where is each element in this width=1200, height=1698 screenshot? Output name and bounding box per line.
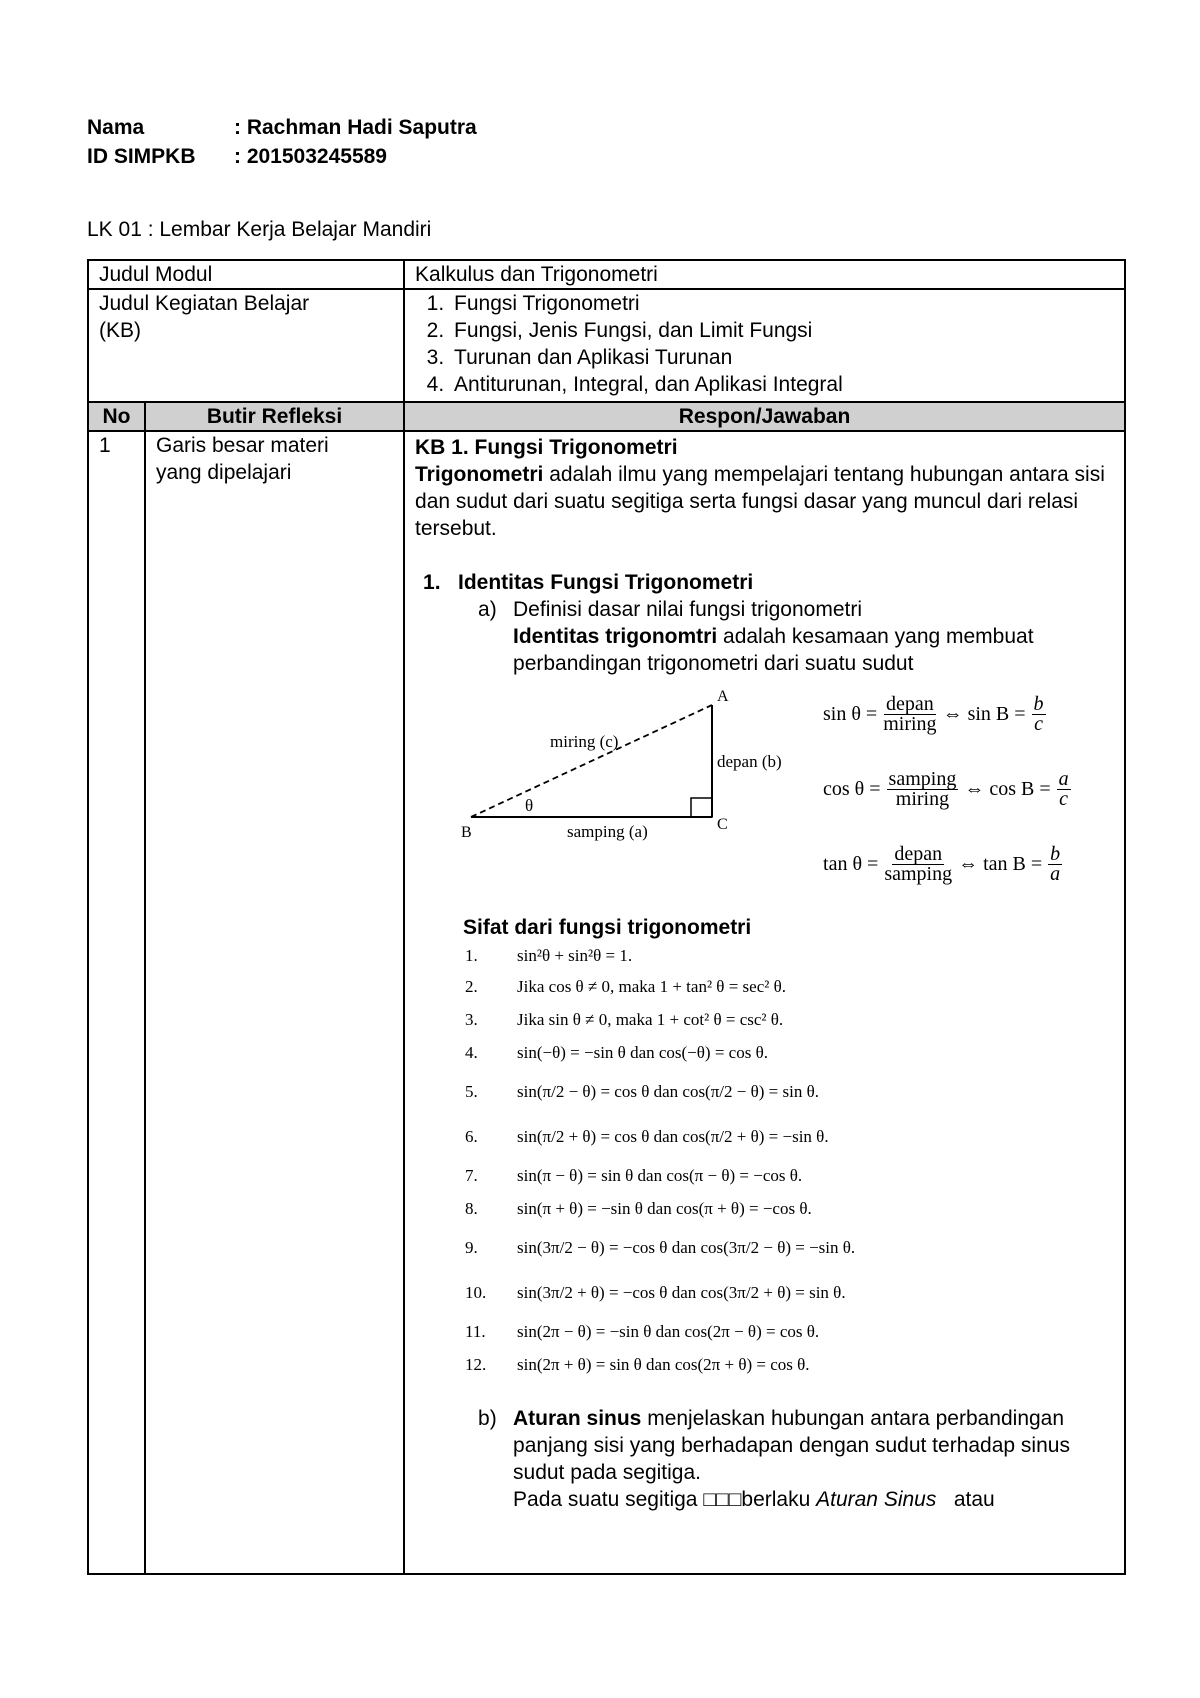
sifat-item xyxy=(465,1036,1114,1069)
sifat-formula: sin²θ + sin²θ = 1. xyxy=(517,946,633,965)
fraction-num: b xyxy=(1050,843,1061,865)
judul-modul-value: Kalkulus dan Trigonometri xyxy=(404,260,1125,289)
kb-heading: KB 1. Fungsi Trigonometri xyxy=(415,436,678,459)
fraction-num: depan xyxy=(894,843,943,865)
sifat-formula: sin(2π − θ) = −sin θ dan cos(2π − θ) = cos θ. xyxy=(517,1322,820,1341)
id-label: ID SIMPKB xyxy=(87,145,196,168)
sifat-title: Sifat dari fungsi trigonometri xyxy=(463,916,752,939)
fraction-den: c xyxy=(1034,713,1043,735)
sifat-number: 3. xyxy=(465,1010,478,1029)
fraction xyxy=(1048,845,1062,884)
sifat-formula: sin(3π/2 + θ) = −cos θ dan cos(3π/2 + θ) = sin θ. xyxy=(517,1283,846,1302)
sifat-formula: sin(π/2 + θ) = cos θ dan cos(π/2 + θ) = −sin θ. xyxy=(517,1127,829,1146)
vertex-a-label: A xyxy=(717,688,729,705)
fraction xyxy=(1032,695,1046,734)
item-a-label: a) xyxy=(478,598,497,621)
kb-item: 3. Turunan dan Aplikasi Turunan xyxy=(450,344,1114,371)
opposite-label: depan (b) xyxy=(717,752,782,771)
item-b-line2-mid: berlaku xyxy=(741,1488,817,1511)
sifat-number: 6. xyxy=(465,1127,478,1146)
sifat-formula: sin(3π/2 − θ) = −cos θ dan cos(3π/2 − θ) = −sin θ. xyxy=(517,1238,856,1257)
sifat-item xyxy=(465,1348,1114,1381)
sifat-item xyxy=(465,1159,1114,1192)
worksheet-table xyxy=(87,259,1126,1575)
formula-mid: ⇔ sin B = xyxy=(942,703,1026,725)
item-b-text: menjelaskan hubungan antara perbandingan panjang sisi yang berhadapan dengan sudut terhadap sinus sudut pada segitiga. xyxy=(513,1407,1070,1484)
sifat-item xyxy=(465,1315,1114,1348)
intro-paragraph xyxy=(415,461,1114,542)
formula-lhs: sin θ = xyxy=(823,703,878,725)
fraction-den: samping xyxy=(884,863,953,885)
col-no: No xyxy=(88,402,145,431)
cos-formula xyxy=(823,752,1077,827)
sifat-formula: Jika cos θ ≠ 0, maka 1 + tan² θ = sec² θ. xyxy=(517,977,786,996)
sifat-formula: sin(π − θ) = sin θ dan cos(π − θ) = −cos θ. xyxy=(517,1166,803,1185)
sifat-number: 10. xyxy=(465,1283,487,1302)
row-butir: Garis besar materi yang dipelajari xyxy=(145,431,404,1574)
formula-lhs: tan θ = xyxy=(823,853,879,875)
sifat-item xyxy=(465,941,1114,970)
judul-modul-row xyxy=(88,260,1125,289)
sifat-formula: Jika sin θ ≠ 0, maka 1 + cot² θ = csc² θ. xyxy=(517,1010,784,1029)
fraction-num: b xyxy=(1033,693,1044,715)
intro-text: adalah ilmu yang mempelajari tentang hubungan antara sisi dan sudut dari suatu segitiga serta fungsi dasar yang muncul dari relasi tersebut. xyxy=(415,463,1105,540)
sifat-item xyxy=(465,970,1114,1003)
worksheet-title: LK 01 : Lembar Kerja Belajar Mandiri xyxy=(87,218,432,241)
kb-list-cell xyxy=(404,289,1125,402)
formula-mid: ⇔ tan B = xyxy=(958,853,1043,875)
formula-lhs: cos θ = xyxy=(823,778,881,800)
response-cell xyxy=(404,431,1125,1574)
kb-row xyxy=(88,289,1125,402)
name-value: : Rachman Hadi Saputra xyxy=(234,116,477,139)
item-a-title xyxy=(415,596,1114,623)
fraction-den: a xyxy=(1050,863,1061,885)
sifat-number: 1. xyxy=(465,946,478,965)
fraction-den: miring xyxy=(895,788,950,810)
sifat-formula: sin(π/2 − θ) = cos θ dan cos(π/2 − θ) = sin θ. xyxy=(517,1082,819,1101)
item-b-label: b) xyxy=(478,1407,497,1430)
sifat-number: 11. xyxy=(465,1322,486,1341)
hypotenuse-label: miring (c) xyxy=(550,732,619,751)
sifat-item xyxy=(465,1270,1114,1315)
header-row xyxy=(88,402,1125,431)
item-a-bold: Identitas trigonomtri xyxy=(513,625,718,648)
right-angle-marker xyxy=(691,798,712,817)
col-respon: Respon/Jawaban xyxy=(404,402,1125,431)
col-butir: Butir Refleksi xyxy=(145,402,404,431)
fraction-num: samping xyxy=(888,768,957,790)
item-a-definition xyxy=(415,623,1114,677)
tan-formula xyxy=(823,827,1077,902)
fraction xyxy=(1057,770,1071,809)
item-b-bold: Aturan sinus xyxy=(513,1407,642,1430)
judul-modul-label: Judul Modul xyxy=(88,260,404,289)
vertex-b-label: B xyxy=(461,824,472,841)
item-b-body xyxy=(513,1405,1114,1513)
section-number: 1. xyxy=(423,571,441,594)
sifat-formula: sin(2π + θ) = sin θ dan cos(2π + θ) = cos θ. xyxy=(517,1355,810,1374)
kb-item: 2. Fungsi, Jenis Fungsi, dan Limit Fungsi xyxy=(450,317,1114,344)
sifat-formula: sin(π + θ) = −sin θ dan cos(π + θ) = −cos θ. xyxy=(517,1199,812,1218)
item-b-line2-italic: Aturan Sinus xyxy=(816,1488,937,1511)
kb-label: Judul Kegiatan Belajar (KB) xyxy=(88,289,404,402)
sifat-number: 9. xyxy=(465,1238,478,1257)
sifat-list xyxy=(465,941,1114,1381)
intro-bold: Trigonometri xyxy=(415,463,544,486)
sin-formula xyxy=(823,677,1077,752)
sifat-formula: sin(−θ) = −sin θ dan cos(−θ) = cos θ. xyxy=(517,1043,768,1062)
section-text: Identitas Fungsi Trigonometri xyxy=(458,571,754,594)
item-b-line2-post: atau xyxy=(936,1488,995,1511)
fraction xyxy=(883,695,936,734)
sifat-number: 4. xyxy=(465,1043,478,1062)
item-b-line2-pre: Pada suatu segitiga xyxy=(513,1488,704,1511)
item-a-rest: adalah kesamaan yang membuat perbandingan trigonometri dari suatu sudut xyxy=(513,625,1034,675)
kb-item: 4. Antiturunan, Integral, dan Aplikasi Integral xyxy=(450,371,1114,398)
item-b xyxy=(415,1405,1114,1513)
ratio-formulas xyxy=(823,677,1077,902)
item-b-line2 xyxy=(513,1486,1114,1513)
name-line xyxy=(87,116,477,140)
id-value: : 201503245589 xyxy=(234,145,387,168)
kb-list xyxy=(415,290,1114,398)
sifat-number: 8. xyxy=(465,1199,478,1218)
table-row xyxy=(88,431,1125,1574)
name-label: Nama xyxy=(87,116,145,139)
sifat-number: 7. xyxy=(465,1166,478,1185)
sifat-item xyxy=(465,1003,1114,1036)
sifat-number: 2. xyxy=(465,977,478,996)
right-triangle-diagram xyxy=(455,685,815,855)
theta-label: θ xyxy=(525,796,534,815)
id-line xyxy=(87,145,387,169)
adjacent-label: samping (a) xyxy=(567,822,648,841)
kb-item: 1. Fungsi Trigonometri xyxy=(450,290,1114,317)
section-title xyxy=(415,569,1114,596)
fraction xyxy=(884,845,952,884)
fraction xyxy=(887,770,959,809)
sifat-item xyxy=(465,1114,1114,1159)
sifat-number: 5. xyxy=(465,1082,478,1101)
missing-glyph-boxes: □□□ xyxy=(703,1488,742,1511)
item-a-text: Definisi dasar nilai fungsi trigonometri xyxy=(513,598,863,621)
sifat-number: 12. xyxy=(465,1355,487,1374)
fraction-den: c xyxy=(1059,788,1069,810)
fraction-den: miring xyxy=(883,713,937,735)
definition-figure xyxy=(415,677,1114,912)
sifat-item xyxy=(465,1225,1114,1270)
sifat-item xyxy=(465,1069,1114,1114)
fraction-num: depan xyxy=(886,693,934,715)
formula-mid: ⇔ cos B = xyxy=(964,778,1051,800)
vertex-c-label: C xyxy=(717,816,728,833)
fraction-num: a xyxy=(1058,768,1069,790)
hypotenuse-line xyxy=(471,705,712,817)
row-no: 1 xyxy=(88,431,145,1574)
sifat-item xyxy=(465,1192,1114,1225)
